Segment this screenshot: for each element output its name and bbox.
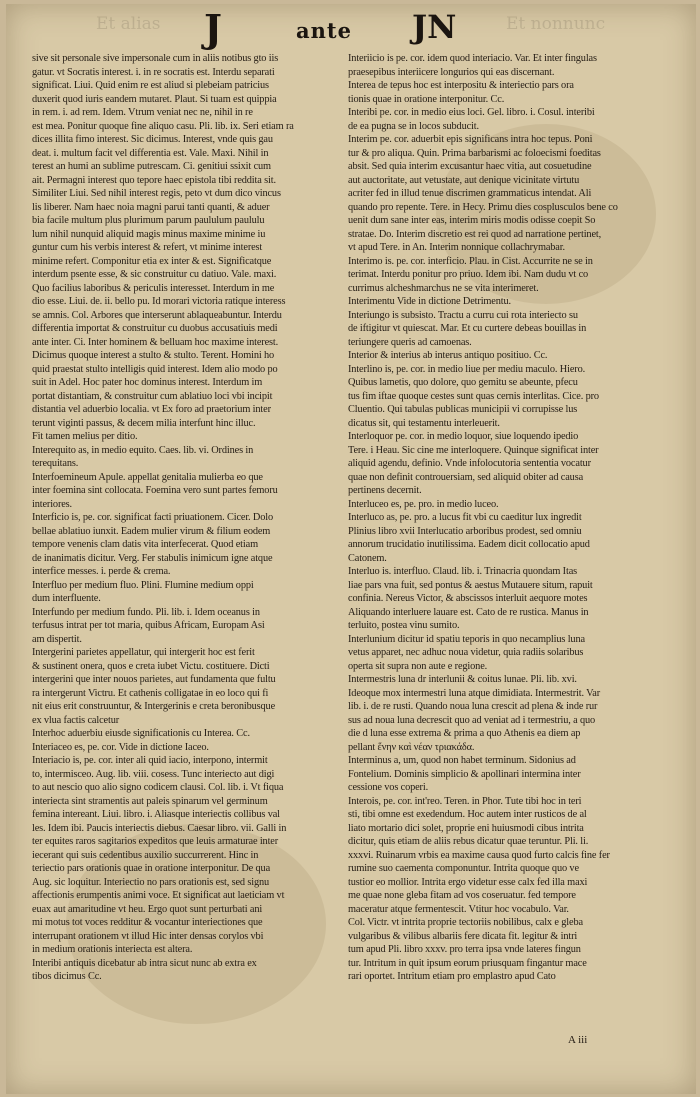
text-line: stratae. Do. Interim discretio est rei quod ad narratione pertinet, xyxy=(348,228,602,240)
text-line: nit eius erit construuntur, & Intergerinis e creta beronibusque xyxy=(32,701,276,712)
text-line: absit. Sed quia interim excusantur haec vitia, aut cosuetudine xyxy=(348,161,592,172)
text-line: euax aut amaritudine vt heu. Ergo quot sunt perturbati ani xyxy=(32,903,263,915)
text-line: tur & pro aliqua. Quin. Prima barbarismi ac foloecismi foeditas xyxy=(348,147,601,159)
text-line: de ea pugna se in locos subducit. xyxy=(348,120,479,132)
text-line: tibos dicimus Cc. xyxy=(32,971,102,982)
text-line: sti, tibi omne est exedendum. Hoc autem inter rusticos de al xyxy=(348,809,587,820)
text-line: de iftigitur vt quiescat. Mar. Et cu curtere debeas bouillas in xyxy=(348,323,587,334)
text-line: rumine suo caementa componuntur. Intrita quoque quo ve xyxy=(348,863,579,874)
text-line: Col. Victr. vt intrita proprie tectoriis nobilibus, calx e gleba xyxy=(348,917,583,928)
text-line: bia facile multum plus plurimum parum paululum paululu xyxy=(32,215,265,226)
text-line: Interimo is. pe. cor. interficio. Plau. in Cist. Accurrite ne se in xyxy=(348,255,593,267)
text-line: terfusus intrat per tot maria, quibus Africam, Europam Asi xyxy=(32,620,265,631)
book-page xyxy=(6,4,696,1094)
text-line: Interfundo per medium fundo. Pli. lib. i. Idem oceanus in xyxy=(32,606,260,618)
text-line: Intermestris luna dr interlunii & coitus lunae. Pli. lib. xvi. xyxy=(348,674,577,685)
text-line: Interibi antiquis dicebatur ab intra sicut nunc ab extra ex xyxy=(32,957,257,969)
text-line: interiecta sint stramentis aut paleis spinarum vel germinum xyxy=(32,795,268,807)
text-line: Interhoc aduerbiu eiusde significationis cu Interea. Cc. xyxy=(32,728,250,739)
show-through-text: Et alias xyxy=(96,14,161,34)
text-line: terest an humi an sublime putrescam. Ci. genitiui ssixit cum xyxy=(32,161,271,172)
text-line: terimat. Interdu ponitur pro priuo. Idem ibi. Nam dudu vt co xyxy=(348,269,589,280)
text-line: inter foemina sint collocata. Foemina vero sunt partes femoru xyxy=(32,485,278,496)
text-line: me quae none gleba fitam ad vos coseruatur. fed tempore xyxy=(348,890,576,901)
text-line: affectionis erumpentis animi voce. Et significat aut laeticiam vt xyxy=(32,890,285,901)
text-line: cessione vos coperi. xyxy=(348,782,429,793)
text-line: vt apud Tere. in An. Interim nonnique collachrymabar. xyxy=(348,242,565,253)
text-line: Plinius libro xvii Interlucatio arboribus prodest, sed omniu xyxy=(348,525,582,537)
text-line: aliquid agendu, definio. Vnde infolocutoria sententia vocatur xyxy=(348,458,591,469)
text-line: annorum trucidatio inutilissima. Eadem dicit collocatio apud xyxy=(348,539,590,550)
text-line: Interiicio is pe. cor. idem quod interiacio. Var. Et inter fingulas xyxy=(348,53,597,64)
text-line: dices illita fimo interest. Sic dicimus. Interest, vnde quis gau xyxy=(32,134,273,145)
text-line: Interfoemineum Apule. appellat genitalia mulierba eo que xyxy=(32,471,263,483)
text-line: Fit tamen melius per ditio. xyxy=(32,431,138,442)
text-line: maceratur atque fermentescit. Vtitur hoc vocabulo. Var. xyxy=(348,903,569,915)
text-line: Interluco as, pe. pro. a lucus fit vbi cu caeditur lux ingredit xyxy=(348,512,582,523)
text-line: Interficio is, pe. cor. significat facti priuationem. Cicer. Dolo xyxy=(32,512,274,523)
text-line: Interloquor pe. cor. in medio loquor, siue loquendo ipedio xyxy=(348,431,579,442)
text-line: Interiungo is subsisto. Tractu a curru cui rota interiecto su xyxy=(348,309,578,321)
text-line: Interfluo per medium fluo. Plini. Flumine medium oppi xyxy=(32,579,254,591)
text-line: distantia vel aduerbio localia. vt Ex foro ad praetorium inter xyxy=(32,404,271,415)
text-line: Catonem. xyxy=(348,552,387,564)
text-line: deat. i. multum facit vel differentia est. Vale. Maxi. Nihil in xyxy=(32,147,269,159)
text-line: tustior eo mollior. Intrita ergo videtur esse calx fed illa maxi xyxy=(348,876,588,888)
text-line: tempore venenis clam datis vita interfecerat. Quod etiam xyxy=(32,539,258,550)
text-line: ra intergerunt Victru. Et cathenis colligatae in eo loco qui fi xyxy=(32,687,269,699)
text-line: die d luna esse extrema & prima a quo Athenis ea diem ap xyxy=(348,728,581,739)
text-line: Interequito as, in medio equito. Caes. lib. vi. Ordines in xyxy=(32,444,254,456)
text-line: ante inter. Ci. Inter hominem & belluam hoc maxime interest. xyxy=(32,336,279,348)
text-line: liae pars vna fuit, sed pontus & aestus Mutauere situm, rapuit xyxy=(348,579,593,591)
text-line: teriectio pars orationis quae in oratione interponitur. De qua xyxy=(32,863,271,874)
text-line: in medium orationis interiecta est altera. xyxy=(32,944,193,955)
text-line: guntur cum his verbis interest & refert, vt minime interest xyxy=(32,242,263,253)
text-line: liato mortario dici solet, proprie eni huiusmodi cibus intrita xyxy=(348,822,584,834)
text-line: Similiter Liui. Sed nihil interest regis, peto vt dum dico vincus xyxy=(32,188,281,199)
text-line: to aut nescio quo alio signo codicem clausi. Col. lib. i. Vt fiqua xyxy=(32,782,284,793)
text-line: les. Idem ibi. Paucis interiectis diebus. Caesar libro. vii. Galli in xyxy=(32,822,287,834)
text-line: Interior & interius ab interus antiquo positiuo. Cc. xyxy=(348,350,548,361)
text-line: praesepibus interiicere longurios qui eas discernant. xyxy=(348,66,555,78)
text-line: Intergerini parietes appellatur, qui intergerit hoc est ferit xyxy=(32,647,255,658)
text-line: bellae ablatiuo iunxit. Eadem mulier virum & filium eodem xyxy=(32,525,271,537)
text-line: sus ad noua luna decrescit quo ad veniat ad i termestriu, a quo xyxy=(348,714,596,726)
text-line: terluito, postea vinu sumito. xyxy=(348,620,460,631)
text-line: Dicimus quoque interest a stulto & stulto. Terent. Homini ho xyxy=(32,350,275,361)
show-through-text: Et nonnunc xyxy=(506,14,606,34)
text-line: pertinens decernit. xyxy=(348,485,422,496)
text-line: Interlunium dicitur id spatiu teporis in quo necamplius luna xyxy=(348,633,585,645)
text-line: Aug. sic loquitur. Interiectio no pars orationis est, sed signu xyxy=(32,876,270,888)
text-line: Interimentu Vide in dictione Detrimentu. xyxy=(348,296,511,307)
text-line: significat. Liui. Quid enim re est aliud si plebeiam patricius xyxy=(32,80,269,91)
text-line: tionis quae in oratione interponitur. Cc. xyxy=(348,93,505,105)
text-line: quid praestat stulto intelligis quid interest. Idem alio modo po xyxy=(32,363,278,375)
text-line: terunt viginti passus, & decem milia interfunt hinc illuc. xyxy=(32,417,256,429)
text-line: tus fim iftae quoque cestes sunt quas cernis interlitas. Cice. pro xyxy=(348,390,599,402)
text-line: ex vlua factis calcetur xyxy=(32,714,120,726)
text-line: interrupant orationem vt illud Hic inter densas corylos vbi xyxy=(32,930,264,942)
header-initial-left: J xyxy=(204,6,222,51)
text-line: ait. Permagni interest quo tepore haec epistola tibi reddita sit. xyxy=(32,174,276,186)
text-line: Fontelium. Dominis simplicio & apollinari intermina inter xyxy=(348,768,581,780)
text-line: aut auctoritate, aut vetustate, aut denique vicinitate virtutu xyxy=(348,174,580,186)
text-line: differentia importat & construitur cu duobus accusatiuis medi xyxy=(32,323,278,334)
signature-mark: A iii xyxy=(568,1034,588,1046)
text-line: mi motus tot voces redditur & vocantur interiectiones que xyxy=(32,917,263,928)
text-line: am dispertit. xyxy=(32,633,82,645)
text-line: sive sit personale sive impersonale cum in aliis notibus gto iis xyxy=(32,53,279,64)
text-line: Ideoque mox intermestri luna atque dimidiata. Intermestrit. Var xyxy=(348,687,601,699)
text-line: interdum psente esse, & sic construitur cu datiuo. Vale. maxi. xyxy=(32,269,277,280)
text-line: Interea de tepus hoc est interpositu & interiectio pars ora xyxy=(348,80,574,91)
left-column xyxy=(32,52,332,1042)
text-line: lib. i. de re rusti. Quando noua luna crescit ad plena & inde rur xyxy=(348,701,598,712)
text-line: se amnis. Col. Arbores que interserunt ablaqueabuntur. Interdu xyxy=(32,309,282,321)
text-line: Interluceo es, pe. pro. in medio luceo. xyxy=(348,498,499,510)
text-line: to, intermisceo. Aug. lib. viii. cosess. Tunc interiecto aut digi xyxy=(32,768,275,780)
text-line: duxerit quod iuris eandem mutaret. Plaut. Si tuam est quippia xyxy=(32,93,277,105)
text-line: tur. Intritum in quit ipsum eorum priusquam fingantur mace xyxy=(348,957,587,969)
text-line: gatur. vt Socratis interest. i. in re socratis est. Interdu separati xyxy=(32,66,275,78)
text-line: tum apud Pli. libro xxxv. pro terra ipsa vnde lateres fingun xyxy=(348,944,581,955)
right-column xyxy=(348,52,666,1042)
text-line: vulgaribus & vilibus albariis fere dicata fit. legitur & intri xyxy=(348,930,578,942)
text-line: interiores. xyxy=(32,498,72,510)
text-line: quando pro repente. Tere. in Hecy. Primu dies cosplusculos bene co xyxy=(348,201,618,213)
page-header xyxy=(6,4,696,51)
text-line: iecerant qui suis cedentibus auxilio succurrerent. Hinc in xyxy=(32,849,259,861)
text-line: vetus apparet, nec adhuc noua videtur, quia radiis solaribus xyxy=(348,647,584,658)
text-line: acriter fed in illud tenue discrimen grammaticus intendat. Ali xyxy=(348,188,592,199)
text-line: teriungere queris ad camoenas. xyxy=(348,336,472,348)
text-line: ter equites raros sagitarios expeditos que leuis armaturae inter xyxy=(32,836,279,847)
text-line: xxxvi. Ruinarum vrbis ea maxime causa quod furto calcis fine fer xyxy=(348,849,610,861)
text-line: intergerini que inter nouos parietes, aut fundamenta que fultu xyxy=(32,674,276,685)
text-line: Interiaceo es, pe. cor. Vide in dictione Iaceo. xyxy=(32,741,209,753)
text-line: lis liberer. Nam haec noia magni parui tanti quanti, & aduer xyxy=(32,201,270,213)
text-line: interfice messes. i. perde & crema. xyxy=(32,566,171,577)
text-line: minime refert. Componitur etia ex inter & est. Significatque xyxy=(32,255,272,267)
text-line: dum interfluente. xyxy=(32,593,101,604)
text-line: terequitans. xyxy=(32,458,79,469)
text-line: Interminus a, um, quod non habet terminum. Sidonius ad xyxy=(348,755,576,766)
text-line: rari oportet. Intritum etiam pro emplastro apud Cato xyxy=(348,971,556,982)
header-initial-right: JN xyxy=(412,8,457,46)
text-line: Interlino is, pe. cor. in medio liue per mediu maculo. Hiero. xyxy=(348,363,586,375)
text-line: dicatus sit, qui testamentu interleuerit. xyxy=(348,417,500,429)
text-line: uenit dum sane inter eas, interim miris modis odisse coepit So xyxy=(348,215,596,226)
text-line: quae non definit controuersiam, sed aliquid obiter ad causa xyxy=(348,471,584,483)
running-head: ante xyxy=(296,18,352,43)
text-line: Cluentio. Qui tabulas publicas municipii vi corrupisse lus xyxy=(348,404,578,415)
text-line: Quibus lametis, quo dolore, quo gemitu se abeunte, pfecu xyxy=(348,377,578,388)
text-line: Interim pe. cor. aduerbit epis significans intra hoc tepus. Poni xyxy=(348,134,593,145)
text-line: currimus alcheshmarchus ne se vita interimeret. xyxy=(348,282,539,294)
text-line: operta sit supra non aute e regione. xyxy=(348,660,488,672)
text-line: portat distantiam, & construitur cum ablatiuo loci vbi incipit xyxy=(32,390,273,402)
text-line: pellant ἕνην καὶ νέαν τριακάδα. xyxy=(348,741,475,753)
text-line: femina intereant. Liui. libro. i. Aliasque interiectis collibus val xyxy=(32,809,280,820)
text-line: de inanimatis dicitur. Verg. Fer stabulis inimicum igne atque xyxy=(32,552,273,564)
text-line: Interibi pe. cor. in medio eius loci. Gel. libro. i. Cosul. interibi xyxy=(348,107,595,118)
text-line: Interiacio is, pe. cor. inter ali quid iacio, interpono, intermit xyxy=(32,755,268,766)
text-line: Quo facilius laboribus & periculis interesset. Interdum in me xyxy=(32,282,275,294)
text-line: est mea. Ponitur quoque fine aliquo casu. Pli. lib. ix. Seri etiam ra xyxy=(32,120,294,132)
text-line: Tere. i Heau. Sic cine me interloquere. Quinque significat inter xyxy=(348,444,599,456)
text-line: suit in Adel. Hoc pater hoc dominus interest. Interdum im xyxy=(32,377,263,388)
text-line: Aliquando interluere lauare est. Cato de re rustica. Manus in xyxy=(348,606,589,618)
text-line: dio esse. Liui. de. ii. bello pu. Id morari victoria ratique interess xyxy=(32,296,286,307)
text-line: in rem. i. ad rem. Idem. Vtrum veniat nec ne, nihil in re xyxy=(32,107,253,118)
text-line: Interluo is. interfluo. Claud. lib. i. Trinacria quondam Itas xyxy=(348,566,578,577)
text-line: Interois, pe. cor. int'reo. Teren. in Phor. Tute tibi hoc in teri xyxy=(348,795,582,807)
text-line: lum nihil nunquid aliquid magis minus maxime minime iu xyxy=(32,228,266,240)
text-line: confinia. Nereus Victor, & abscissos interluit aequore motes xyxy=(348,593,588,604)
text-line: dicitur, quis etiam de aliis rebus dicatur quae teruntur. Pli. li. xyxy=(348,836,589,847)
text-line: & sustinent onera, quos e creta iubet Victu. costituere. Dicti xyxy=(32,660,270,672)
